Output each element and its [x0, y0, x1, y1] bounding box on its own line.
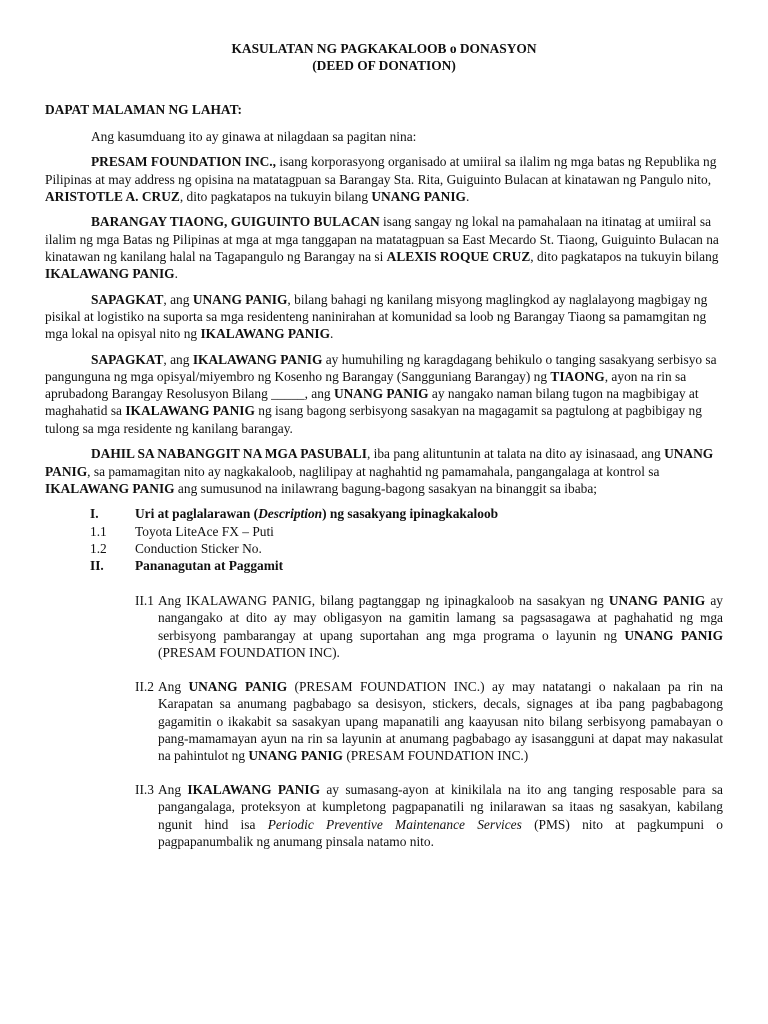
clause-text-part: Ang — [158, 782, 188, 798]
document-title: KASULATAN NG PAGKAKALOOB o DONASYON — [231, 41, 537, 56]
clause-number: II.1 — [135, 593, 154, 609]
clause-text-part: (PRESAM FOUNDATION INC.) ay may natatangi o nakalaan pa rin na Karapatan sa anumang pagbabago sa desisyon, stickers, decals, signages at iba pang pagbabagong gagamitin o ikakabit sa sasakyan upang mapanatili ang kaayusan nito bilang serbisyong pamabayan o pang-mamamayan ayun na rin sa layunin at anumang pagbabago ay isasangguni at dapat may nakasulat na pahintulot ng — [158, 679, 723, 763]
section-one-heading-text: Uri at paglalarawan ( — [135, 506, 259, 522]
therefore-text-2: , sa pamamagitan nito ay nagkakaloob, naglilipay at naghahtid ng pamamahala, pangangalaga at kontrol sa — [87, 463, 660, 479]
list-item — [90, 523, 723, 540]
party-one-paragraph — [45, 153, 723, 205]
party-one-designation: UNANG PANIG — [371, 188, 466, 204]
list-item — [90, 557, 723, 574]
clause-party: UNANG PANIG — [188, 679, 288, 695]
party-one-name: PRESAM FOUNDATION INC., — [91, 154, 276, 170]
section-one-number: I. — [90, 506, 99, 522]
therefore-paragraph — [45, 445, 723, 497]
section-one-heading — [135, 505, 723, 522]
whereas-keyword: SAPAGKAT — [91, 291, 164, 307]
clause-party: UNANG PANIG — [248, 747, 343, 763]
section-two-heading: Pananagutan at Paggamit — [135, 558, 284, 574]
clause-text-part: ay nangangako at dito ay may obligasyon na gamitin lamang sa pagsasagawa at paghahatid ng mga serbisyong pambarangay at upang suportahan ang mga programa o layunin ng — [158, 593, 723, 643]
clause-text-part: (PRESAM FOUNDATION INC.) — [342, 747, 529, 763]
clause-number: II.2 — [135, 679, 154, 695]
party-one-representative: ARISTOTLE A. CRUZ — [45, 188, 180, 204]
therefore-party-2: IKALAWANG PANIG — [45, 480, 175, 496]
whereas-text: , ang — [163, 291, 193, 307]
whereas-party: UNANG PANIG — [192, 291, 288, 307]
whereas-party-3: IKALAWANG PANIG — [125, 403, 255, 419]
party-two-text: isang sangay ng lokal na pamahalaan na itinatag at umiiral sa ilalim ng mga Batas ng Pilipinas at mga at mga tanggapan na matatagpuan sa East Mecardo St. Tiaong, Guiguinto Bulacan na kinatawan ng kanilang halal na Tagapangulo ng Barangay na si — [45, 214, 719, 264]
vehicle-model: Toyota LiteAce FX – Puti — [135, 523, 274, 539]
section-one-heading-emphasis: Description — [258, 506, 323, 522]
whereas-paragraph-2 — [45, 351, 723, 437]
clause-party: IKALAWANG PANIG — [187, 782, 320, 798]
therefore-party: UNANG PANIG — [45, 446, 714, 479]
party-one-text: isang korporasyong organisado at umiiral sa ilalim ng mga batas ng Republika ng Pilipinas at may address ng opisina na matatagpuan sa Barangay Sta. Rita, Guiguinto Bulacan at kinatawan ng Pangulo nito, — [45, 154, 717, 187]
clause-party: UNANG PANIG — [624, 627, 723, 643]
clause-text — [158, 678, 723, 764]
document-subtitle: (DEED OF DONATION) — [312, 58, 456, 74]
clause-ii-2 — [135, 678, 723, 764]
whereas-text: , ang — [163, 351, 193, 367]
intro-paragraph: Ang kasumduang ito ay ginawa at nilagdaan sa pagitan nina: — [91, 128, 417, 144]
whereas-text-2: , bilang bahagi ng kanilang misyong maglingkod ay naglalayong magbigay ng pisikal at logistiko na suporta sa mga residenteng naninirahan at komunidad sa loob ng Barangay Tiaong sa pamamgitan ng mga lokal na opisyal nito ng — [45, 291, 708, 342]
clause-text-part: (PRESAM FOUNDATION INC). — [158, 644, 340, 660]
clause-text-part: Ang — [158, 679, 189, 695]
whereas-barangay: TIAONG — [550, 369, 605, 385]
whereas-text-5: ng isang bagong serbisyong sasakyan na magagamit sa pagtulong at pagbibigay ng tulong sa mga residente ng kanilang barangay. — [45, 403, 702, 436]
greeting-heading: DAPAT MALAMAN NG LAHAT: — [45, 102, 242, 118]
whereas-text-2: ay humuhiling ng karagdagang behikulo o tanging sasakyang serbisyo sa pangunguna ng mga opisyal/miyembro ng Kosenho ng Barangay (Sangguniang Barangay) ng — [45, 351, 717, 385]
party-two-text-2: , dito pagkatapos na tukuyin bilang — [530, 248, 719, 264]
party-one-text-3: . — [465, 188, 470, 204]
clause-ii-1 — [135, 592, 723, 661]
section-two-number: II. — [90, 558, 104, 574]
therefore-text: , iba pang alituntunin at talata na dito ay isinasaad, ang — [366, 446, 665, 462]
clause-text — [158, 592, 723, 661]
whereas-paragraph-1 — [45, 291, 723, 343]
whereas-text-3: , ayon na rin sa aprubadong Barangay Resolusyon Bilang _____, ang — [45, 369, 687, 402]
clause-text — [158, 781, 723, 850]
therefore-keyword: DAHIL SA NABANGGIT NA MGA PASUBALI — [91, 446, 367, 462]
conduction-sticker: Conduction Sticker No. — [135, 540, 262, 556]
party-two-text-3: . — [174, 266, 178, 282]
party-two-representative: ALEXIS ROQUE CRUZ — [386, 248, 531, 264]
section-one-heading-text-2: ) ng sasakyang ipinagkakaloob — [322, 506, 499, 522]
clause-text-part: (PMS) nito at pagkumpuni o pagpapanumbalik ng anumang pinsala natamo nito. — [158, 816, 723, 849]
list-item — [90, 540, 723, 557]
party-two-name: BARANGAY TIAONG, GUIGUINTO BULACAN — [91, 214, 380, 230]
whereas-party-2: IKALAWANG PANIG — [200, 326, 331, 342]
clause-text-part: ay sumasang-ayon at kinikilala na ito ang tanging resposable para sa pangangalaga, proteksyon at kumpletong pagpapanatili ng inilarawan sa itaas ng sasakyan, kabilang ngunit hind isa — [158, 782, 723, 832]
whereas-text-4: ay nangako naman bilang tugon na magbibigay at maghahatid sa — [45, 386, 699, 419]
therefore-text-3: ang sumusunod na inilawrang bagung-bagong sasakyan na binanggit sa ibaba; — [174, 480, 598, 496]
clause-number: II.3 — [135, 782, 154, 798]
party-two-paragraph — [45, 213, 723, 282]
clause-text-part: Ang IKALAWANG PANIG, bilang pagtanggap ng ipinagkaloob na sasakyan ng — [158, 593, 609, 609]
item-number: 1.1 — [90, 523, 107, 539]
whereas-party-2: UNANG PANIG — [333, 386, 429, 402]
whereas-keyword: SAPAGKAT — [91, 351, 164, 367]
vehicle-list — [90, 505, 723, 574]
clause-emphasis: Periodic Preventive Maintenance Services — [267, 816, 522, 832]
clause-party: UNANG PANIG — [608, 593, 706, 609]
whereas-party: IKALAWANG PANIG — [192, 351, 323, 367]
party-one-text-2: , dito pagkatapos na tukuyin bilang — [179, 188, 372, 204]
whereas-text-3: . — [330, 326, 334, 342]
list-item — [90, 505, 723, 522]
clause-ii-3 — [135, 781, 723, 850]
item-number: 1.2 — [90, 540, 107, 556]
party-two-designation: IKALAWANG PANIG — [45, 266, 175, 282]
